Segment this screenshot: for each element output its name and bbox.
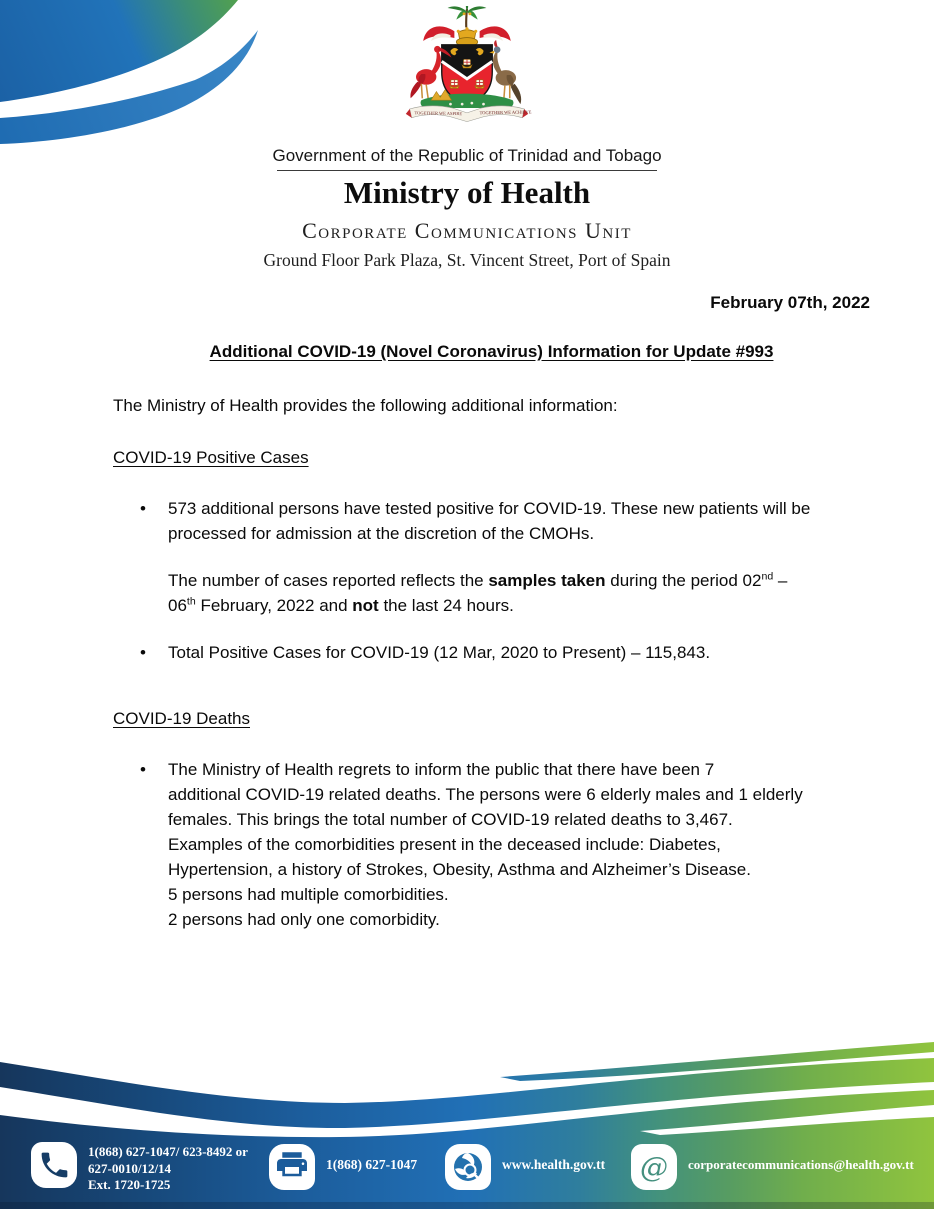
letterhead-address: Ground Floor Park Plaza, St. Vincent Street, Port of Spain: [263, 250, 671, 270]
document-title: Additional COVID-19 (Novel Coronavirus) Information for Update #993: [209, 342, 774, 361]
crown: [456, 27, 477, 46]
document-body: [113, 290, 870, 932]
phone-icon: [30, 1141, 78, 1189]
bullet-new-cases: • 573 additional persons have tested positive for COVID-19. These new patients will be processed for admission at the discretion of the CMOHs.: [113, 496, 870, 546]
bullet-total-cases: • Total Positive Cases for COVID-19 (12 Mar, 2020 to Present) – 115,843.: [113, 640, 870, 665]
motto-ribbon: [406, 106, 532, 122]
contact-website: [444, 1143, 605, 1191]
contact-phone: [30, 1141, 248, 1194]
section-heading-positive-cases: COVID-19 Positive Cases: [113, 448, 309, 467]
coat-of-arms: [394, 6, 540, 142]
bullet-marker: •: [140, 499, 146, 518]
fax-number: 1(868) 627-1047: [326, 1157, 418, 1172]
fax-printer-icon: [268, 1143, 316, 1191]
cocrico-supporter: [489, 40, 521, 104]
bullet-marker: •: [140, 760, 146, 779]
ministry-title: Ministry of Health: [343, 175, 591, 210]
government-line: Government of the Republic of Trinidad and Tobago: [272, 146, 662, 165]
corporate-communications-unit: Corporate Communications Unit: [302, 218, 632, 243]
letterhead-divider: [277, 170, 657, 171]
phone-numbers: 1(868) 627-1047/ 623-8492 or 627-0010/12/14 Ext. 1720-1725: [88, 1144, 248, 1192]
website-url: www.health.gov.tt: [502, 1157, 606, 1172]
intro-paragraph: The Ministry of Health provides the following additional information:: [113, 396, 618, 415]
date-line: February 07th, 2022: [710, 293, 870, 312]
contact-fax: [268, 1143, 417, 1191]
footer: [0, 1019, 934, 1209]
email-at-icon: [630, 1143, 678, 1191]
letterhead: [0, 6, 934, 271]
samples-taken-note: The number of cases reported reflects the samples taken during the period 02nd – 06th February, 2022 and not the last 24 hours.: [168, 570, 788, 615]
email-address: corporatecommunications@health.gov.tt: [688, 1157, 914, 1172]
palm-tree-crest: [448, 6, 487, 27]
bullet-marker: •: [140, 643, 146, 662]
contact-email: [630, 1143, 914, 1191]
bullet-deaths: • The Ministry of Health regrets to inform the public that there have been 7 additional COVID-19 related deaths. The persons were 6 elderly males and 1 elderly females. This brings the total number of COVID-19 related deaths to 3,467. Examples of the comorbidities present in the deceased include: Diabetes, Hypertension, a history of Strokes, Obesity, Asthma and Alzheimer’s Disease. 5 persons had multiple comorbidities. 2 persons had only one comorbidity.: [113, 757, 870, 932]
section-heading-deaths: COVID-19 Deaths: [113, 709, 250, 728]
svg-text:@: @: [640, 1150, 668, 1184]
motto-right: TOGETHER WE ACHIEVE: [479, 109, 532, 116]
motto-left: TOGETHER WE ASPIRE: [414, 110, 463, 117]
globe-icon: [444, 1143, 492, 1191]
